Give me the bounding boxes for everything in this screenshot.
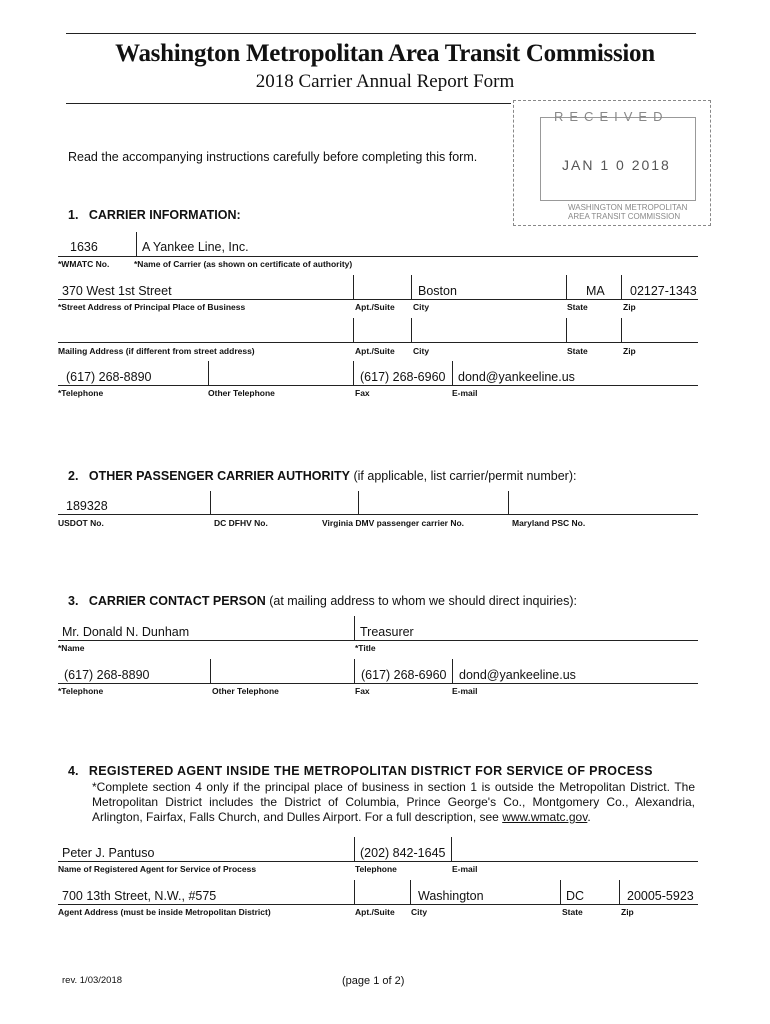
wmatc-website-link[interactable]: www.wmatc.gov (502, 810, 588, 824)
state[interactable]: MA (586, 284, 605, 298)
section4-heading: 4. REGISTERED AGENT INSIDE THE METROPOLITAN DISTRICT FOR SERVICE OF PROCESS (68, 764, 653, 778)
section3-heading: 3. CARRIER CONTACT PERSON (at mailing address to whom we should direct inquiries): (68, 594, 577, 608)
header-rule (66, 103, 511, 104)
contact-email-label: E-mail (452, 686, 478, 696)
contact-email[interactable]: dond@yankeeline.us (459, 668, 576, 682)
mailing-label: Mailing Address (if different from street address) (58, 346, 255, 356)
agent-telephone[interactable]: (202) 842-1645 (360, 846, 446, 860)
state-label-2: State (567, 346, 588, 356)
top-rule (66, 33, 696, 34)
stamp-received: RECEIVED (554, 109, 669, 124)
zip[interactable]: 02127-1343 (630, 284, 697, 298)
contact-fax[interactable]: (617) 268-6960 (361, 668, 447, 682)
contact-telephone-label: *Telephone (58, 686, 104, 696)
section4-note: *Complete section 4 only if the principal place of business in section 1 is outside the Metropolitan District. The Metropolitan District includes the District of Columbia, Prince George's Co., Montgomery Co., Alexandria, Arlington, Fairfax, Falls Church, and Dulles Airport. For a full description, see www.wmatc.gov. (92, 780, 695, 824)
fax[interactable]: (617) 268-6960 (360, 370, 446, 384)
email[interactable]: dond@yankeeline.us (458, 370, 575, 384)
agent-name-label: Name of Registered Agent for Service of Process (58, 864, 257, 874)
contact-telephone[interactable]: (617) 268-8890 (64, 668, 150, 682)
agent-city-label: City (411, 907, 428, 917)
street-label: *Street Address of Principal Place of Business (58, 302, 246, 312)
stamp-date: JAN 1 0 2018 (562, 157, 671, 173)
section2-heading: 2. OTHER PASSENGER CARRIER AUTHORITY (if applicable, list carrier/permit number): (68, 469, 577, 483)
agent-name[interactable]: Peter J. Pantuso (62, 846, 155, 860)
apt-label-2: Apt./Suite (355, 346, 395, 356)
contact-title[interactable]: Treasurer (360, 625, 414, 639)
virginia-dmv-label: Virginia DMV passenger carrier No. (322, 518, 465, 528)
agent-zip[interactable]: 20005-5923 (627, 889, 694, 903)
apt-label: Apt./Suite (355, 302, 395, 312)
agent-city[interactable]: Washington (418, 889, 484, 903)
agent-apt-label: Apt./Suite (355, 907, 395, 917)
carrier-name[interactable]: A Yankee Line, Inc. (142, 240, 249, 254)
telephone[interactable]: (617) 268-8890 (66, 370, 152, 384)
agent-address[interactable]: 700 13th Street, N.W., #575 (62, 889, 217, 903)
contact-other-telephone-label: Other Telephone (212, 686, 279, 696)
contact-fax-label: Fax (355, 686, 370, 696)
agent-email-label: E-mail (452, 864, 478, 874)
wmatc-number[interactable]: 1636 (70, 240, 98, 254)
agent-address-label: Agent Address (must be inside Metropolitan District) (58, 907, 271, 917)
form-subtitle: 2018 Carrier Annual Report Form (255, 71, 515, 92)
contact-name-label: *Name (58, 643, 85, 653)
city-label-2: City (413, 346, 430, 356)
city[interactable]: Boston (418, 284, 457, 298)
zip-label: Zip (623, 302, 636, 312)
telephone-label: *Telephone (58, 388, 104, 398)
contact-title-label: *Title (355, 643, 376, 653)
usdot-number[interactable]: 189328 (66, 499, 108, 513)
other-telephone-label: Other Telephone (208, 388, 275, 398)
state-label: State (567, 302, 588, 312)
agent-telephone-label: Telephone (355, 864, 397, 874)
street-address[interactable]: 370 West 1st Street (62, 284, 172, 298)
form-title: Washington Metropolitan Area Transit Commission (115, 40, 655, 67)
dc-dfhv-label: DC DFHV No. (214, 518, 268, 528)
city-label: City (413, 302, 430, 312)
instructions-text: Read the accompanying instructions carefully before completing this form. (68, 150, 478, 164)
email-label: E-mail (452, 388, 478, 398)
maryland-psc-label: Maryland PSC No. (512, 518, 586, 528)
zip-label-2: Zip (623, 346, 636, 356)
agent-state-label: State (562, 907, 583, 917)
usdot-label: USDOT No. (58, 518, 104, 528)
received-stamp (513, 100, 711, 226)
contact-name[interactable]: Mr. Donald N. Dunham (62, 625, 190, 639)
page-number: (page 1 of 2) (342, 975, 405, 987)
section1-heading: 1. CARRIER INFORMATION: (68, 208, 241, 222)
wmatc-label: *WMATC No. (58, 259, 110, 269)
fax-label: Fax (355, 388, 370, 398)
carrier-name-label: *Name of Carrier (as shown on certificate of authority) (134, 259, 353, 269)
mailing-address-field[interactable] (58, 342, 698, 343)
revision-note: rev. 1/03/2018 (62, 975, 123, 986)
agent-state[interactable]: DC (566, 889, 585, 903)
agent-zip-label: Zip (621, 907, 634, 917)
stamp-org: WASHINGTON METROPOLITAN AREA TRANSIT COMMISSION (568, 203, 688, 221)
